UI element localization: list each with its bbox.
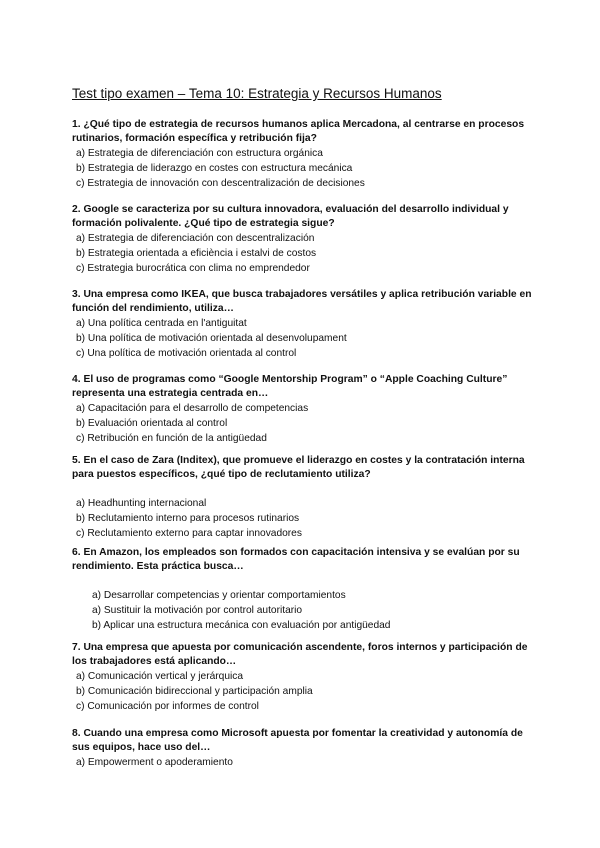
question-text: 4. El uso de programas como “Google Mentorship Program” o “Apple Coaching Culture” representa una estrategia centrada en… (72, 374, 508, 399)
question-text: 1. ¿Qué tipo de estrategia de recursos humanos aplica Mercadona, al centrarse en procesos rutinarios, formación específica y retribución fija? (72, 119, 525, 144)
option-list (72, 496, 542, 541)
option-a: a) Desarrollar competencias y orientar comportamientos (92, 590, 346, 601)
option-a-2: a) Sustituir la motivación por control autoritario (92, 605, 303, 616)
option-list (72, 669, 542, 714)
option-b: b) Comunicación bidireccional y participación amplia (76, 686, 313, 697)
option-a: a) Headhunting internacional (76, 498, 207, 509)
option-a: a) Empowerment o apoderamiento (76, 757, 233, 768)
option-list (72, 755, 542, 770)
spacer (72, 574, 542, 588)
option-list (72, 588, 542, 633)
option-b: b) Estrategia orientada a eficiència i estalvi de costos (76, 248, 317, 259)
question-4 (72, 373, 542, 446)
option-a: a) Comunicación vertical y jerárquica (76, 671, 244, 682)
option-list (72, 316, 542, 361)
question-2 (72, 203, 542, 276)
question-1 (72, 118, 542, 191)
option-a: a) Estrategia de diferenciación con estructura orgánica (76, 148, 323, 159)
question-6 (72, 546, 542, 633)
option-b: b) Reclutamiento interno para procesos rutinarios (76, 513, 300, 524)
option-list (72, 401, 542, 446)
option-c: c) Reclutamiento externo para captar innovadores (76, 528, 302, 539)
question-3 (72, 288, 542, 361)
option-c: c) Retribución en función de la antigüedad (76, 433, 267, 444)
option-a: a) Estrategia de diferenciación con descentralización (76, 233, 315, 244)
option-b: b) Estrategia de liderazgo en costes con estructura mecánica (76, 163, 353, 174)
option-c: c) Una política de motivación orientada al control (76, 348, 297, 359)
spacer (72, 482, 542, 496)
option-c: c) Estrategia burocrática con clima no emprendedor (76, 263, 310, 274)
question-5 (72, 454, 542, 541)
question-text: 2. Google se caracteriza por su cultura innovadora, evaluación del desarrollo individual y formación polivalente. ¿Qué tipo de estrategia sigue? (72, 204, 509, 229)
question-text: 3. Una empresa como IKEA, que busca trabajadores versátiles y aplica retribución variable en función del rendimiento, utiliza… (72, 289, 532, 314)
option-b: b) Una política de motivación orientada al desenvolupament (76, 333, 347, 344)
question-7 (72, 641, 542, 714)
question-text: 6. En Amazon, los empleados son formados con capacitación intensiva y se evalúan por su rendimiento. Esta práctica busca… (72, 547, 520, 572)
question-text: 7. Una empresa que apuesta por comunicación ascendente, foros internos y participación de los trabajadores está aplicando… (72, 642, 528, 667)
question-text: 5. En el caso de Zara (Inditex), que promueve el liderazgo en costes y la contratación interna para puestos específicos, ¿qué tipo de reclutamiento utiliza? (72, 455, 525, 480)
option-c: c) Comunicación por informes de control (76, 701, 259, 712)
option-list (72, 231, 542, 276)
option-list (72, 146, 542, 191)
question-8 (72, 727, 542, 770)
question-text: 8. Cuando una empresa como Microsoft apuesta por fomentar la creatividad y autonomía de sus equipos, hace uso del… (72, 728, 523, 753)
option-b: b) Evaluación orientada al control (76, 418, 228, 429)
option-a: a) Capacitación para el desarrollo de competencias (76, 403, 309, 414)
option-c: c) Estrategia de innovación con descentralización de decisiones (76, 178, 365, 189)
option-b: b) Aplicar una estructura mecánica con evaluación por antigüedad (92, 620, 391, 631)
document-title: Test tipo examen – Tema 10: Estrategia y Recursos Humanos (72, 86, 442, 101)
option-a: a) Una política centrada en l'antiguitat (76, 318, 247, 329)
